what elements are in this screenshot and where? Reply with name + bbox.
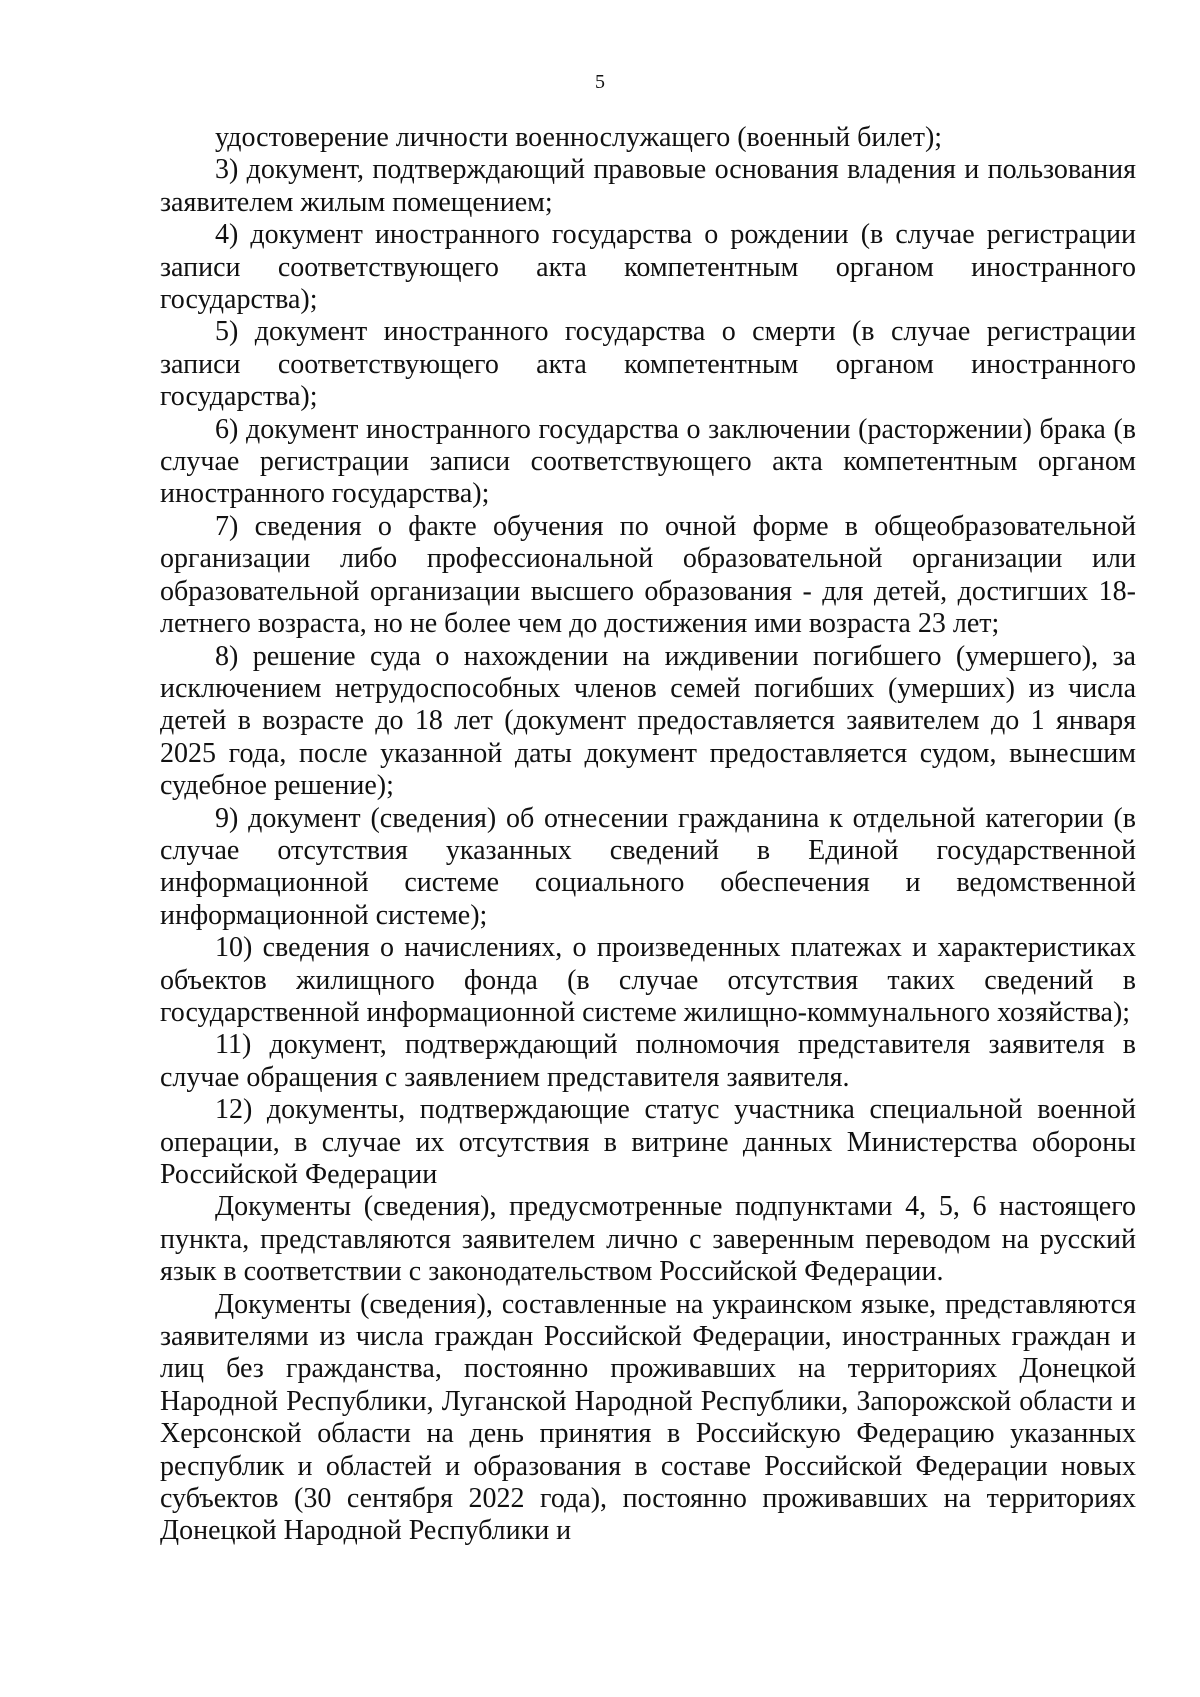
document-body [160,122,1136,1548]
page-number: 5 [595,71,605,93]
paragraph-item-12: 12) документы, подтверждающие статус участника специальной военной операции, в случае их отсутствия в витрине данных Министерства обороны Российской Федерации [160,1094,1136,1190]
paragraph-ukrainian-documents: Документы (сведения), составленные на украинском языке, представляются заявителями из числа граждан Российской Федерации, иностранных граждан и лиц без гражданства, постоянно проживавших на территориях Донецкой Народной Республики, Луганской Народной Республики, Запорожской области и Херсонской области на день принятия в Российскую Федерацию указанных республик и областей и образования в составе Российской Федерации новых субъектов (30 сентября 2022 года), постоянно проживавших на территориях Донецкой Народной Республики и [160,1288,1136,1547]
paragraph-item-4: 4) документ иностранного государства о рождении (в случае регистрации записи соответствующего акта компетентным органом иностранного государства); [160,219,1136,316]
paragraph-translation-note: Документы (сведения), предусмотренные подпунктами 4, 5, 6 настоящего пункта, представляются заявителем лично с заверенным переводом на русский язык в соответствии с законодательством Российской Федерации. [160,1191,1136,1288]
paragraph-item-9: 9) документ (сведения) об отнесении гражданина к отдельной категории (в случае отсутствия указанных сведений в Единой государственной информационной системе социального обеспечения и ведомственной информационной системе); [160,802,1136,931]
paragraph-item-10: 10) сведения о начислениях, о произведенных платежах и характеристиках объектов жилищного фонда (в случае отсутствия таких сведений в государственной информационной системе жилищно-коммунального хозяйства); [160,932,1136,1028]
paragraph-item-5: 5) документ иностранного государства о смерти (в случае регистрации записи соответствующего акта компетентным органом иностранного государства); [160,316,1136,413]
paragraph-item-3: 3) документ, подтверждающий правовые основания владения и пользования заявителем жилым помещением; [160,154,1136,218]
paragraph-item-6: 6) документ иностранного государства о заключении (расторжении) брака (в случае регистрации записи соответствующего акта компетентным органом иностранного государства); [160,413,1136,510]
paragraph-item-7: 7) сведения о факте обучения по очной форме в общеобразовательной организации либо профессиональной образовательной организации или образовательной организации высшего образования - для детей, достигших 18-летнего возраста, но не более чем до достижения ими возраста 23 лет; [160,510,1136,640]
paragraph-item-11: 11) документ, подтверждающий полномочия представителя заявителя в случае обращения с заявлением представителя заявителя. [160,1029,1136,1093]
paragraph-item-8: 8) решение суда о нахождении на иждивении погибшего (умершего), за исключением нетрудоспособных членов семей погибших (умерших) из числа детей в возрасте до 18 лет (документ предоставляется заявителем до 1 января 2025 года, после указанной даты документ предоставляется судом, вынесшим судебное решение); [160,640,1136,802]
paragraph-military-id: удостоверение личности военнослужащего (военный билет); [215,122,943,153]
